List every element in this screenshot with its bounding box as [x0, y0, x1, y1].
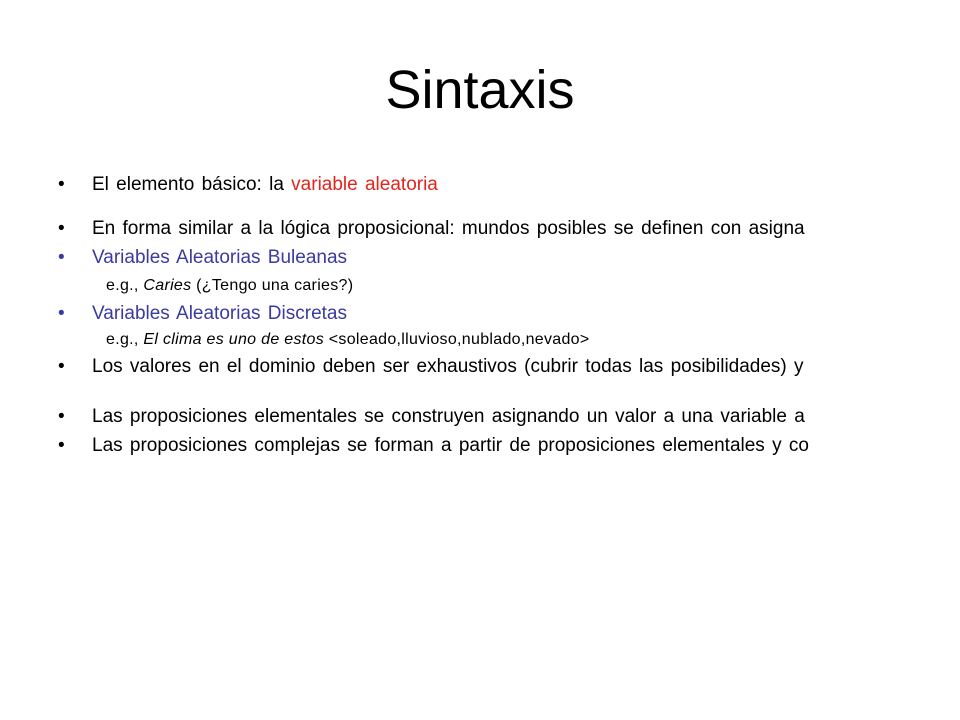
bullet-dot: •	[58, 174, 65, 195]
bullet-text: Variables Aleatorias Discretas	[92, 303, 347, 324]
bullet-dot: •	[58, 406, 65, 427]
sub-example-suffix: (¿Tengo una caries?)	[191, 277, 354, 294]
sub-example-prefix: e.g.,	[106, 277, 144, 294]
highlight-term: variable aleatoria	[291, 174, 438, 195]
bullet-dot: •	[58, 303, 65, 324]
sub-example	[106, 276, 353, 296]
bullet-dot: •	[58, 218, 65, 239]
slide-title: Sintaxis	[385, 60, 575, 120]
bullet-text: Los valores en el dominio deben ser exhaustivos (cubrir todas las posibilidades) y	[92, 356, 804, 377]
bullet-text: Variables Aleatorias Buleanas	[92, 247, 348, 268]
sub-example-prefix: e.g.,	[106, 331, 144, 348]
bullet-text-pre: El elemento básico: la	[92, 174, 292, 195]
bullet-text: En forma similar a la lógica proposicional: mundos posibles se definen con asigna	[92, 218, 805, 239]
bullet-text: Las proposiciones complejas se forman a partir de proposiciones elementales y co	[92, 435, 809, 456]
sub-example-suffix: <soleado,lluvioso,nublado,nevado>	[324, 331, 590, 348]
sub-example	[106, 330, 590, 350]
sub-example-italic: Caries	[143, 277, 192, 294]
sub-example-italic: El clima es uno de estos	[143, 331, 325, 348]
bullet-dot: •	[58, 247, 65, 268]
bullet-dot: •	[58, 356, 65, 377]
bullet-dot: •	[58, 435, 65, 456]
bullet-text: Las proposiciones elementales se construyen asignando un valor a una variable a	[92, 406, 805, 427]
bullet-text	[92, 173, 438, 197]
